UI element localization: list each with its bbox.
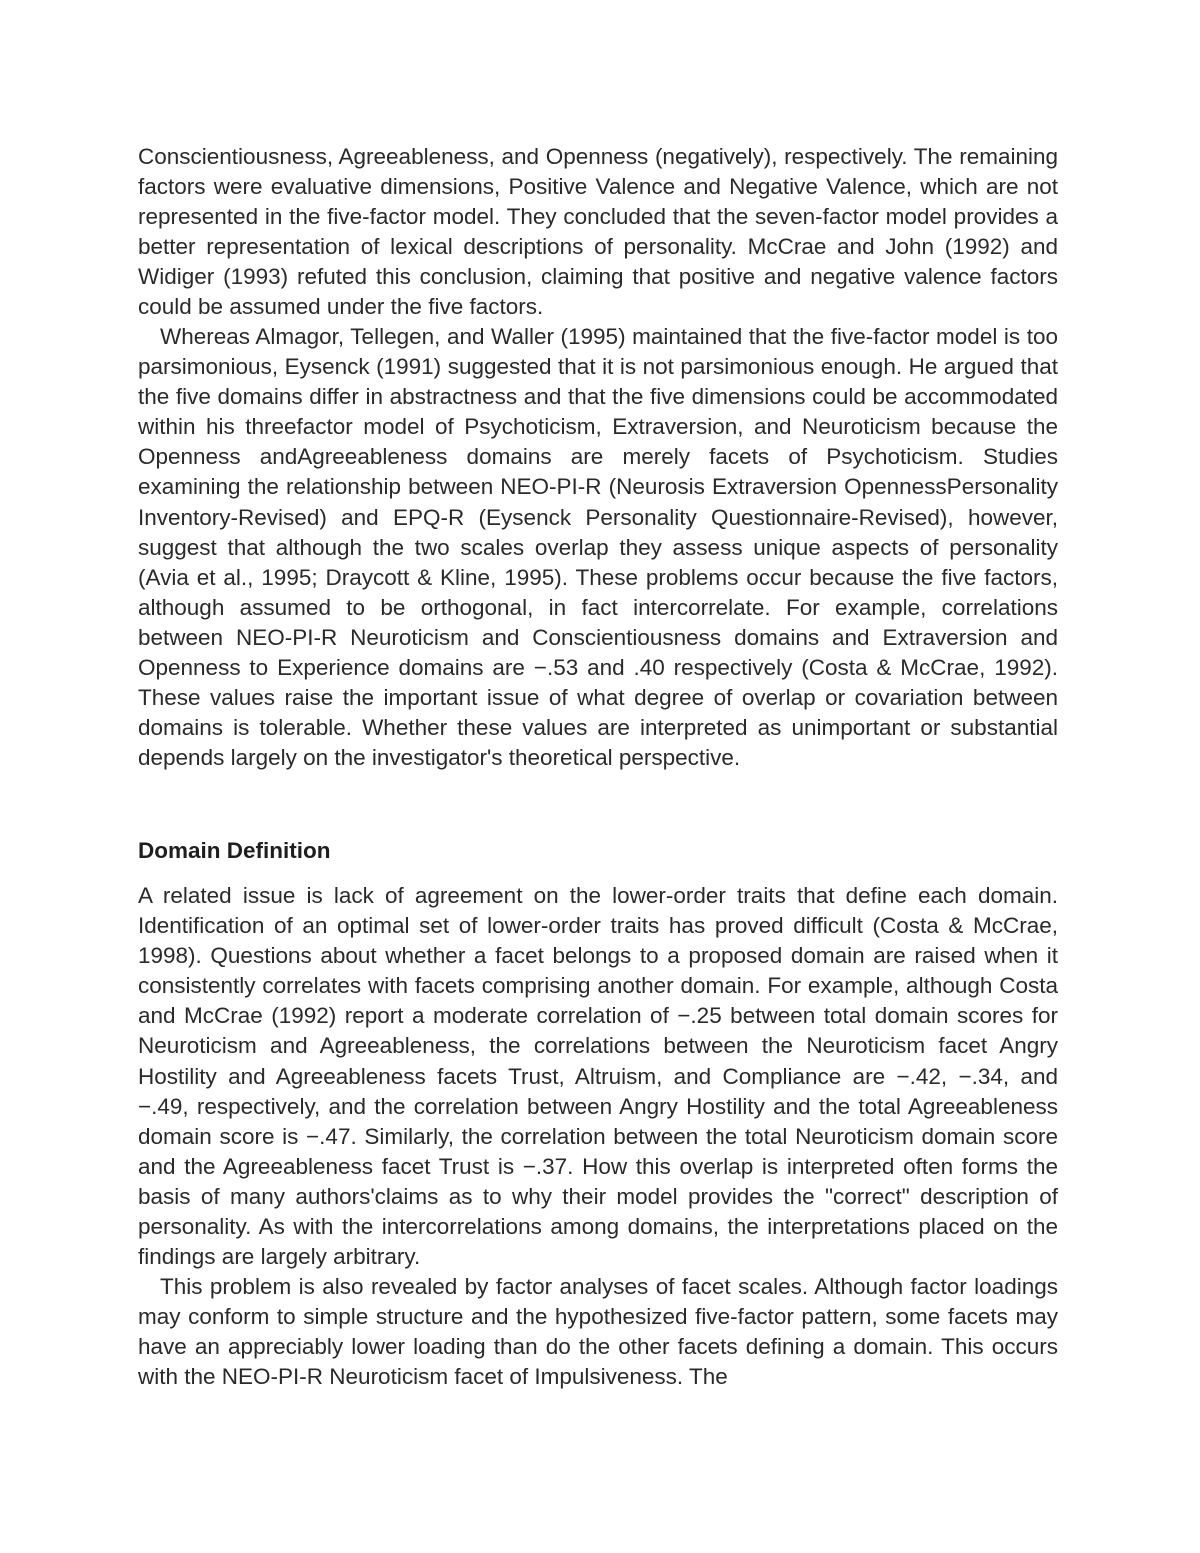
body-paragraph: A related issue is lack of agreement on the lower-order traits that define each domain. Identification of an optimal set of lower-order traits has proved difficult (Costa & McCrae, 1998). Questions about whether a facet belongs to a proposed domain are raised when it consistently correlates with facets comprising another domain. For example, although Costa and McCrae (1992) report a moderate correlation of −.25 between total domain scores for Neuroticism and Agreeableness, the correlations between the Neuroticism facet Angry Hostility and Agreeableness facets Trust, Altruism, and Compliance are −.42, −.34, and −.49, respectively, and the correlation between Angry Hostility and the total Agreeableness domain score is −.47. Similarly, the correlation between the total Neuroticism domain score and the Agreeableness facet Trust is −.37. How this overlap is interpreted often forms the basis of many authors'claims as to why their model provides the "correct" description of personality. As with the intercorrelations among domains, the interpretations placed on the findings are largely arbitrary. xyxy=(138,883,1058,1270)
body-paragraph: This problem is also revealed by factor analyses of facet scales. Although factor loadings may conform to simple structure and the hypothesized five-factor pattern, some facets may have an appreciably lower loading than do the other facets defining a domain. This occurs with the NEO-PI-R Neuroticism facet of Impulsiveness. The xyxy=(138,1274,1058,1390)
body-paragraph: Whereas Almagor, Tellegen, and Waller (1995) maintained that the five-factor model is too parsimonious, Eysenck (1991) suggested that it is not parsimonious enough. He argued that the five domains differ in abstractness and that the five dimensions could be accommodated within his threefactor model of Psychoticism, Extraversion, and Neuroticism because the Openness andAgreeableness domains are merely facets of Psychoticism. Studies examining the relationship between NEO-PI-R (Neurosis Extraversion OpennessPersonality Inventory-Revised) and EPQ-R (Eysenck Personality Questionnaire-Revised), however, suggest that although the two scales overlap they assess unique aspects of personality (Avia et al., 1995; Draycott & Kline, 1995). These problems occur because the five factors, although assumed to be orthogonal, in fact intercorrelate. For example, correlations between NEO-PI-R Neuroticism and Conscientiousness domains and Extraversion and Openness to Experience domains are −.53 and .40 respectively (Costa & McCrae, 1992). These values raise the important issue of what degree of overlap or covariation between domains is tolerable. Whether these values are interpreted as unimportant or substantial depends largely on the investigator's theoretical perspective. xyxy=(138,324,1058,771)
body-paragraph: Conscientiousness, Agreeableness, and Openness (negatively), respectively. The remaining factors were evaluative dimensions, Positive Valence and Negative Valence, which are not represented in the five-factor model. They concluded that the seven-factor model provides a better representation of lexical descriptions of personality. McCrae and John (1992) and Widiger (1993) refuted this conclusion, claiming that positive and negative valence factors could be assumed under the five factors. xyxy=(138,144,1058,320)
section-heading: Domain Definition xyxy=(138,838,331,863)
